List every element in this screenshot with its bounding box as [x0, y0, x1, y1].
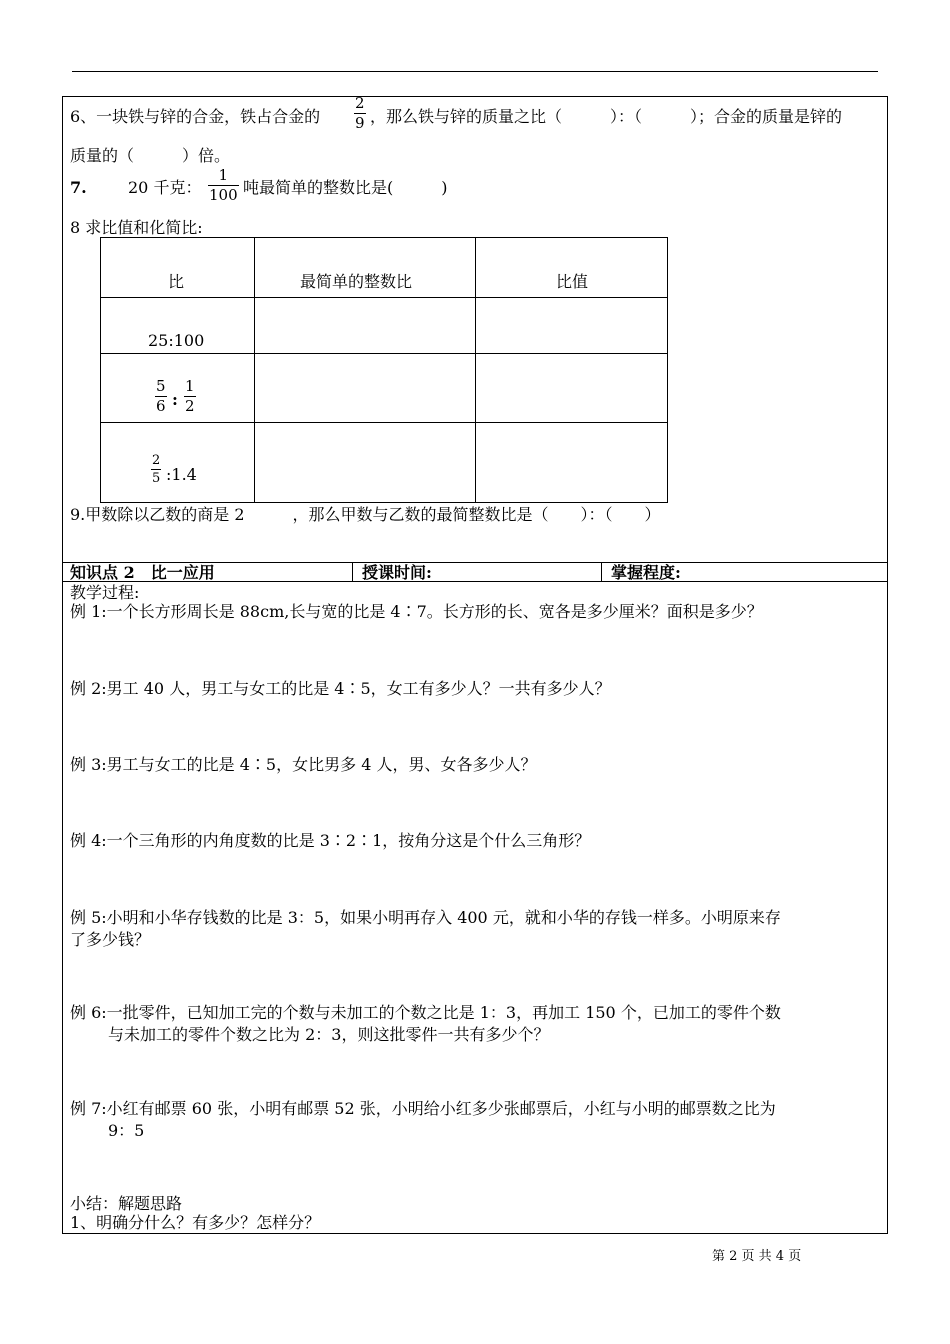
q7-number: 7. [70, 178, 87, 197]
example-3: 例 3:男工与女工的比是 4∶5，女比男多 4 人，男、女各多少人？ [70, 755, 537, 774]
knowledge-topic: 知识点 2 比一应用 [70, 563, 215, 582]
table-header-ratio: 比 [168, 272, 185, 291]
example-5-line2: 了多少钱？ [70, 930, 151, 949]
example-4: 例 4:一个三角形的内角度数的比是 3∶2∶1，按角分这是个什么三角形？ [70, 831, 591, 850]
q9-text: 9.甲数除以乙数的商是 2 ，那么甲数与乙数的最简整数比是（ ）：（ ） [70, 505, 661, 524]
example-7-line2: 9：5 [108, 1121, 145, 1140]
table-header-simplest: 最简单的整数比 [300, 272, 413, 291]
example-6-line2: 与未加工的零件个数之比为 2：3，则这批零件一共有多少个？ [108, 1025, 550, 1044]
example-2: 例 2:男工 40 人，男工与女工的比是 4∶5，女工有多少人？一共有多少人？ [70, 679, 611, 698]
q6-line1-b: ，那么铁与锌的质量之比（ ）：（ ）；合金的质量是锌的 [370, 107, 843, 126]
q8-title: 8 求比值和化简比: [70, 218, 203, 237]
teaching-process-label: 教学过程: [70, 583, 140, 602]
row2-b-den: 2 [185, 397, 195, 415]
table-row2-sep: : [172, 390, 178, 409]
q7-text-a: 20 千克： [128, 178, 202, 197]
q6-frac-num: 2 [355, 94, 365, 112]
summary-title: 小结：解题思路 [70, 1194, 183, 1213]
row3-num: 2 [152, 453, 161, 468]
row2-b-num: 1 [185, 377, 195, 395]
q7-frac-den: 100 [209, 186, 238, 204]
example-5-line1: 例 5:小明和小华存钱数的比是 3：5，如果小明再存入 400 元，就和小华的存钱一样多。小明原来存 [70, 908, 781, 927]
row2-a-den: 6 [156, 397, 166, 415]
example-1: 例 1:一个长方形周长是 88cm,长与宽的比是 4∶7。长方形的长、宽各是多少厘米？面积是多少？ [70, 602, 763, 621]
row3-den: 5 [152, 471, 161, 486]
page-number-footer: 第 2 页 共 4 页 [712, 1249, 802, 1264]
q7-frac-num: 1 [218, 166, 229, 184]
header-rule [72, 71, 878, 72]
q6-line1-a: 6、一块铁与锌的合金，铁占合金的 [70, 107, 321, 126]
table-row1-ratio: 25:100 [148, 331, 205, 350]
q6-frac-den: 9 [355, 114, 365, 132]
q7-text-b: 吨最简单的整数比是( ) [243, 178, 448, 197]
lesson-time-label: 授课时间: [362, 563, 432, 582]
table-row3-rest: :1.4 [166, 465, 197, 484]
table-row2-frac-a [155, 379, 167, 414]
q7-fraction [208, 168, 239, 203]
table-header-value: 比值 [556, 272, 589, 291]
table-row2-frac-b [184, 379, 196, 414]
mastery-label: 掌握程度: [611, 563, 681, 582]
row2-a-num: 5 [156, 377, 166, 395]
example-7-line1: 例 7:小红有邮票 60 张，小明有邮票 52 张，小明给小红多少张邮票后，小红与小明的邮票数之比为 [70, 1099, 776, 1118]
example-6-line1: 例 6:一批零件，已知加工完的个数与未加工的个数之比是 1：3，再加工 150 个，已加工的零件个数 [70, 1003, 781, 1022]
q6-line2: 质量的（ ）倍。 [70, 146, 231, 165]
summary-item-1: 1、明确分什么？有多少？怎样分？ [70, 1213, 321, 1232]
table-row3-frac [151, 454, 161, 485]
q6-fraction [354, 96, 366, 131]
